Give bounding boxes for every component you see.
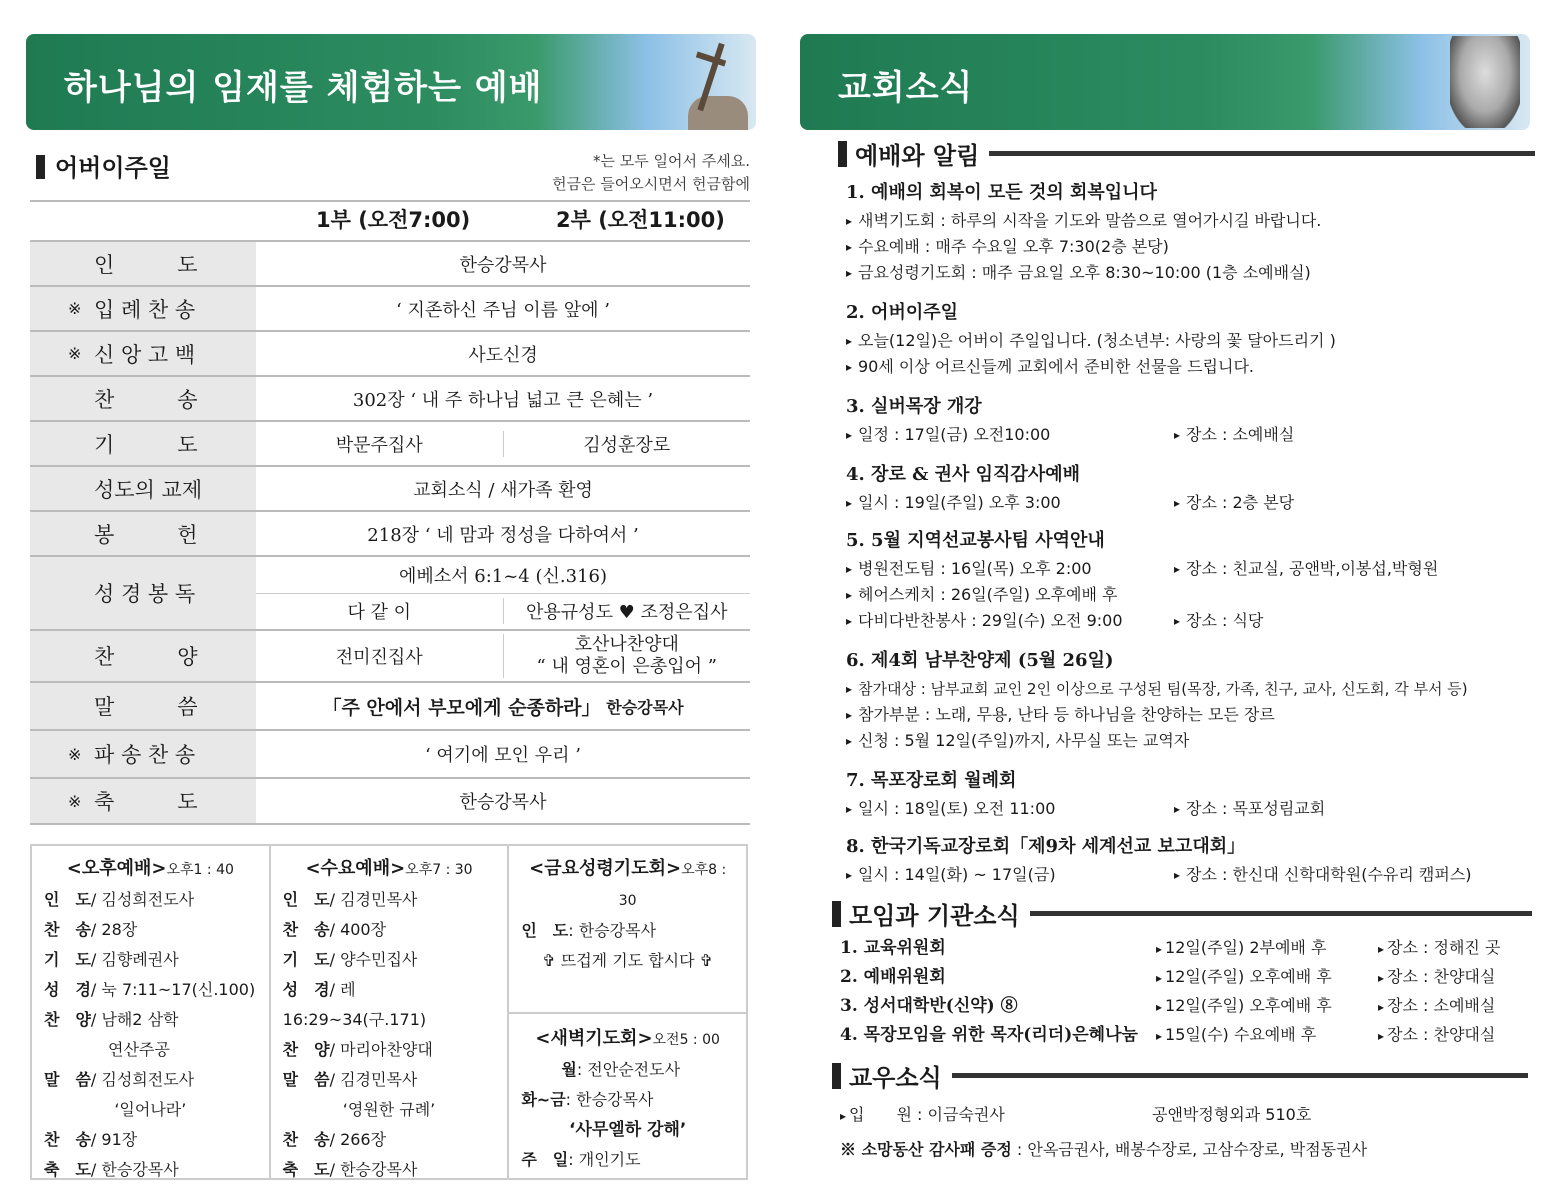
row-label: 파 송 찬 송 — [94, 743, 196, 767]
row-label: 입 례 찬 송 — [94, 297, 196, 322]
row-value: 사도신경 — [468, 344, 538, 366]
news-item-6: 6. 제4회 남부찬양제 (5월 26일) ▸ 참가대상 : 남부교회 교인 2인 이상으로 구성된 팀(목장, 가족, 친구, 교사, 신도회, 각 부서 등) ▸ 참가부분 : 노래, 무용, 난타 등 하나님을 찬양하는 모든 장르 ▸ 신청 : 5월 12일(주일)까지, 사무실 또는 교역자 — [846, 646, 1546, 754]
row-value-1: 박문주집사 — [335, 434, 423, 456]
table-row: ※ 파 송 찬 송 ‘ 여기에 모인 우리 ’ — [30, 729, 750, 777]
row-value-2: 안용규성도 ♥ 조정은집사 — [503, 598, 751, 624]
table-row — [30, 240, 750, 285]
table-row — [30, 420, 750, 465]
table-row — [30, 510, 750, 555]
news-item-8: 8. 한국기독교장로회「제9차 세계선교 보고대회」 ▸ 일시 : 14일(화) ~ 17일(금) ▸ 장소 : 한신대 신학대학원(수유리 캠퍼스) — [846, 832, 1546, 888]
news-item-3: 3. 실버목장 개강 ▸ 일정 : 17일(금) 오전10:00 ▸ 장소 : 소예배실 — [846, 392, 1546, 448]
list-item: 1. 교육위원회 ▸ 12일(주일) 2부예배 후 ▸ 장소 : 정해진 곳 — [840, 934, 1530, 963]
hospital-place: 공앤박정형외과 510호 — [1152, 1105, 1312, 1124]
sermon-title: 「주 안에서 부모에게 순종하라」 — [322, 696, 601, 719]
hospital-label: ▸ 입 원 : 이금숙권사 — [840, 1098, 1152, 1133]
table-row — [30, 465, 750, 510]
row-value: ‘ 여기에 모인 우리 ’ — [424, 745, 582, 766]
left-banner — [26, 34, 756, 130]
sermon-speaker: 한승강목사 — [606, 697, 684, 717]
worship-note-2: 헌금은 들어오시면서 헌금함에 — [552, 175, 750, 193]
row-value: ‘ 지존하신 주님 이름 앞에 ’ — [396, 299, 610, 321]
prayer-message: ✞ 뜨겁게 기도 합시다 ✞ — [542, 951, 714, 970]
members-news — [840, 1098, 1367, 1167]
friday-dawn-box: <금요성령기도회>오후8 : 30 인 도: 한승강목사 ✞ 뜨겁게 기도 합시다 ✞ <새벽기도회>오전5 : 00 월: 전안순전도사 화~금: 한승강목사 ‘사무엘하 강해’ 주 일: 개인기도 — [509, 846, 746, 1178]
worship-order-table — [30, 240, 750, 825]
table-row: ※ 축 도 한승강목사 — [30, 777, 750, 825]
row-label: 찬 양 — [94, 645, 198, 669]
worship-section-title: 어버이주일 — [36, 148, 171, 183]
column-2nd-service: 2부 (오전11:00) — [556, 208, 725, 232]
award-names: : 안옥금권사, 배봉수장로, 고삼수장로, 박점동권사 — [1016, 1140, 1368, 1159]
meetings-section-title: 모임과 기관소식 — [832, 896, 1532, 931]
choir-name: 호산나찬양대 — [574, 634, 679, 655]
row-label: 성 경 봉 독 — [94, 582, 196, 606]
table-row — [30, 555, 750, 629]
worship-note-1: *는 모두 일어서 주세요. — [593, 152, 750, 170]
row-value-2: 김성훈장로 — [503, 431, 751, 457]
table-row — [30, 681, 750, 729]
service-boxes — [30, 844, 748, 1180]
cross-icon — [696, 42, 726, 122]
row-value-1: 전미진집사 — [335, 647, 423, 668]
row-value: 교회소식 / 새가족 환영 — [413, 479, 593, 501]
row-label: 축 도 — [94, 790, 198, 814]
row-label: 봉 헌 — [94, 522, 198, 547]
row-value: 에베소서 6:1~4 (신.316) — [398, 565, 607, 587]
members-section-title: 교우소식 — [832, 1058, 1528, 1093]
table-row — [30, 375, 750, 420]
row-value: 218장 ‘ 네 맘과 정성을 다하여서 ’ — [367, 524, 639, 546]
row-label: 말 씀 — [94, 695, 198, 719]
meetings-list — [840, 934, 1530, 1050]
afternoon-service-box: <오후예배>오후1 : 40 인 도/ 김성희전도사 찬 송/ 28장 기 도/ 김향례권사 성 경/ 눅 7:11~17(신.100) 찬 양/ 남해2 삼학 연산주공 말 씀/ 김성희전도사 ‘일어나라’ 찬 송/ 91장 축 도/ 한승강목사 — [32, 846, 271, 1178]
row-value: 302장 ‘ 내 주 하나님 넓고 큰 은혜는 ’ — [352, 389, 654, 411]
award-label: ※ 소망동산 감사패 증정 — [840, 1140, 1012, 1159]
list-item: 4. 목장모임을 위한 목자(리더)은혜나눔 ▸ 15일(수) 수요예배 후 ▸ 장소 : 찬양대실 — [840, 1021, 1530, 1050]
news-item-5: 5. 5월 지역선교봉사팀 사역안내 ▸ 병원전도팀 : 16일(목) 오후 2:00 ▸ 장소 : 친교실, 공앤박,이봉섭,박형원 ▸ 헤어스케치 : 26일(주일) 오후예배 후 ▸ 다비다반찬봉사 : 29일(수) 오전 9:00 ▸ 장소 : 식당 — [846, 526, 1546, 634]
praying-hands-image — [1450, 36, 1520, 128]
column-1st-service: 1부 (오전7:00) — [316, 208, 471, 232]
row-label: 인 도 — [94, 252, 198, 277]
right-banner-title: 교회소식 — [838, 68, 974, 108]
right-banner — [800, 34, 1530, 130]
news-item-4: 4. 장로 & 권사 임직감사예배 ▸ 일시 : 19일(주일) 오후 3:00 ▸ 장소 : 2층 본당 — [846, 460, 1546, 516]
row-label: 성도의 교제 — [94, 477, 203, 502]
choir-song: “ 내 영혼이 은총입어 ” — [536, 656, 717, 677]
list-item: 2. 예배위원회 ▸ 12일(주일) 오후예배 후 ▸ 장소 : 찬양대실 — [840, 963, 1530, 992]
table-row: ※ 신 앙 고 백 사도신경 — [30, 330, 750, 375]
wednesday-service-box: <수요예배>오후7 : 30 인 도/ 김경민목사 찬 송/ 400장 기 도/ 양수민집사 성 경/ 레 16:29~34(구.171) 찬 양/ 마리아찬양대 말 씀/ 김경민목사 ‘영원한 규례’ 찬 송/ 266장 축 도/ 한승강목사 — [271, 846, 510, 1178]
news-item-1: 1. 예배의 회복이 모든 것의 회복입니다 ▸ 새벽기도회 : 하루의 시작을 기도와 말씀으로 열어가시길 바랍니다. ▸ 수요예배 : 매주 수요일 오후 7:30(2층 본당) ▸ 금요성령기도회 : 매주 금요일 오후 8:30~10:00 (1층 소예배실) — [846, 178, 1546, 286]
row-label: 기 도 — [94, 432, 198, 457]
row-label: 신 앙 고 백 — [94, 342, 196, 367]
news-section-title: 예배와 알림 — [838, 136, 1535, 171]
news-item-2: 2. 어버이주일 ▸ 오늘(12일)은 어버이 주일입니다. (청소년부: 사랑의 꽃 달아드리기 ) ▸ 90세 이상 어르신들께 교회에서 준비한 선물을 드립니다. — [846, 298, 1546, 380]
list-item: 3. 성서대학반(신약) ⑧ ▸ 12일(주일) 오후예배 후 ▸ 장소 : 소예배실 — [840, 992, 1530, 1021]
news-item-7: 7. 목포장로회 월례회 ▸ 일시 : 18일(토) 오전 11:00 ▸ 장소 : 목포성림교회 — [846, 766, 1546, 822]
row-value-1: 다 같 이 — [347, 602, 412, 624]
row-value: 한승강목사 — [459, 254, 547, 276]
row-label: 찬 송 — [94, 387, 198, 412]
table-row: ※ 입 례 찬 송 ‘ 지존하신 주님 이름 앞에 ’ — [30, 285, 750, 330]
row-value: 한승강목사 — [459, 792, 547, 813]
table-row — [30, 629, 750, 681]
left-banner-title: 하나님의 임재를 체험하는 예배 — [64, 68, 543, 108]
